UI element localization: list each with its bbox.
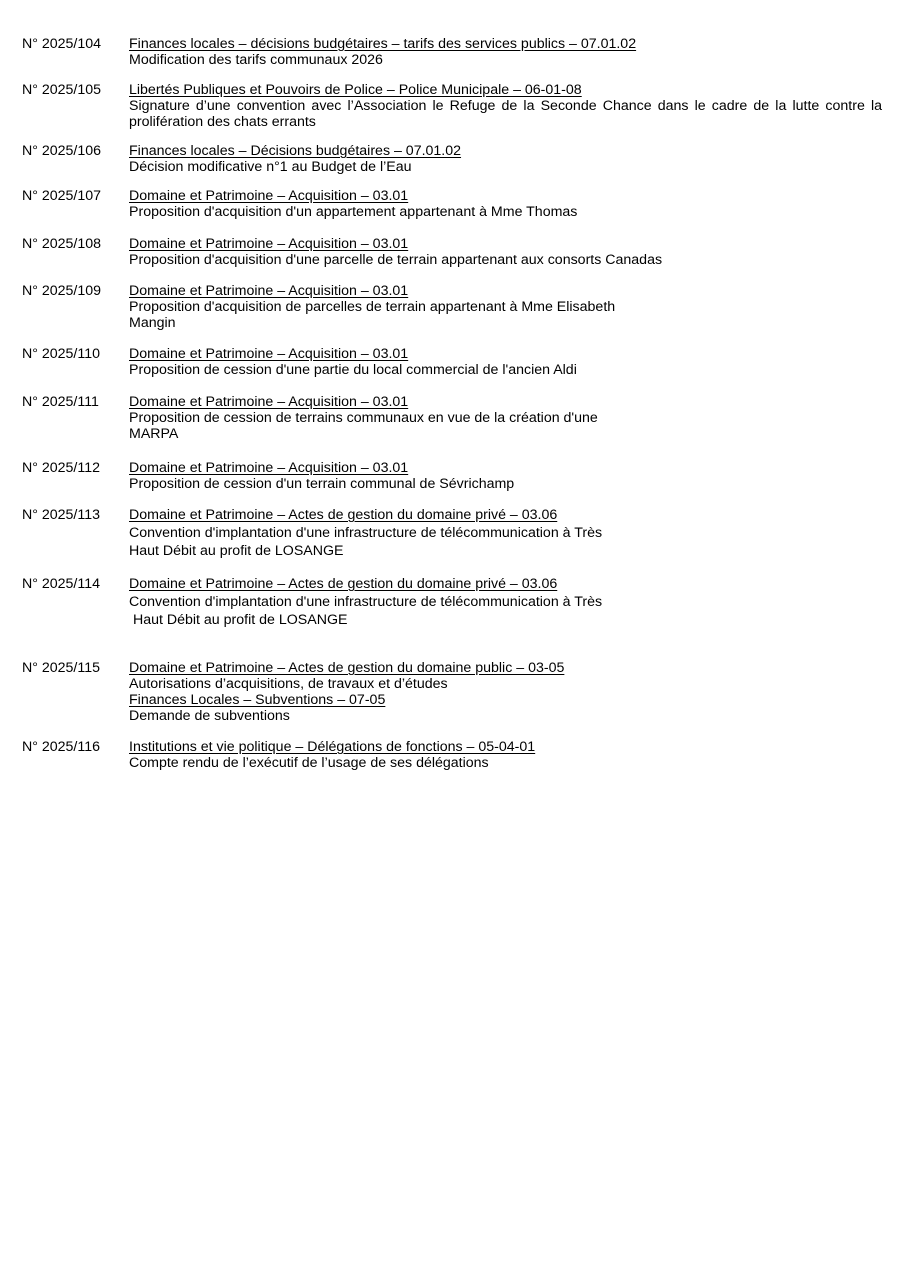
decision-body (129, 660, 882, 724)
decision-number: N° 2025/115 (22, 660, 100, 676)
decision-number: N° 2025/109 (22, 283, 102, 299)
decision-title-line: Convention d'implantation d'une infrastructure de télécommunication à Très (129, 525, 603, 541)
decision-number: N° 2025/106 (22, 143, 102, 159)
decision-category: Domaine et Patrimoine – Acquisition – 03.01 (129, 283, 409, 299)
decision-title-line: Haut Débit au profit de LOSANGE (129, 612, 348, 628)
decision-title: Proposition d'acquisition d'un appartement appartenant à Mme Thomas (129, 204, 578, 220)
decision-title-line: MARPA (129, 426, 179, 442)
decision-body (129, 236, 882, 268)
decision-title-line: Haut Débit au profit de LOSANGE (129, 543, 344, 559)
decision-number: N° 2025/105 (22, 82, 102, 98)
decision-title: Proposition d'acquisition d'une parcelle de terrain appartenant aux consorts Canadas (129, 252, 663, 268)
decision-body (129, 283, 882, 331)
decision-body (129, 739, 882, 771)
decision-number: N° 2025/104 (22, 36, 102, 52)
decision-category: Finances locales – décisions budgétaires – tarifs des services publics – 07.01.02 (129, 36, 637, 52)
decision-category-secondary: Finances Locales – Subventions – 07-05 (129, 692, 386, 708)
decision-body (129, 507, 882, 559)
decision-category: Domaine et Patrimoine – Acquisition – 03.01 (129, 394, 409, 410)
decision-category: Domaine et Patrimoine – Actes de gestion du domaine privé – 03.06 (129, 576, 558, 592)
decision-number: N° 2025/107 (22, 188, 102, 204)
decision-body (129, 82, 882, 130)
decision-title: Autorisations d’acquisitions, de travaux et d’études (129, 676, 448, 692)
decision-body (129, 346, 882, 378)
decision-title: Proposition de cession d'un terrain communal de Sévrichamp (129, 476, 515, 492)
decision-title: Décision modificative n°1 au Budget de l’Eau (129, 159, 412, 175)
decision-number: N° 2025/111 (22, 394, 99, 410)
decision-title: Modification des tarifs communaux 2026 (129, 52, 383, 68)
decision-category: Institutions et vie politique – Délégations de fonctions – 05-04-01 (129, 739, 536, 755)
decision-body (129, 36, 882, 68)
decision-title-line: Mangin (129, 315, 176, 331)
decision-body (129, 394, 882, 442)
decision-body (129, 188, 882, 220)
decision-category: Domaine et Patrimoine – Acquisition – 03.01 (129, 346, 409, 362)
decision-title-secondary: Demande de subventions (129, 708, 290, 724)
decision-category: Libertés Publiques et Pouvoirs de Police – Police Municipale – 06-01-08 (129, 82, 582, 98)
decision-category: Domaine et Patrimoine – Acquisition – 03.01 (129, 236, 409, 252)
decision-category: Domaine et Patrimoine – Acquisition – 03.01 (129, 188, 409, 204)
decision-body (129, 460, 882, 492)
decision-category: Domaine et Patrimoine – Actes de gestion du domaine privé – 03.06 (129, 507, 558, 523)
decision-number: N° 2025/110 (22, 346, 100, 362)
decision-body (129, 143, 882, 175)
decision-number: N° 2025/113 (22, 507, 100, 523)
decision-title-line: Proposition de cession de terrains communaux en vue de la création d'une (129, 410, 598, 426)
decision-title: Proposition de cession d'une partie du local commercial de l'ancien Aldi (129, 362, 577, 378)
decision-number: N° 2025/116 (22, 739, 100, 755)
decision-category: Domaine et Patrimoine – Actes de gestion du domaine public – 03-05 (129, 660, 565, 676)
decision-title: Compte rendu de l’exécutif de l’usage de ses délégations (129, 755, 489, 771)
decision-number: N° 2025/112 (22, 460, 100, 476)
decision-number: N° 2025/114 (22, 576, 100, 592)
decision-body (129, 576, 882, 628)
decision-title: Signature d’une convention avec l’Association le Refuge de la Seconde Chance dans le cadre de la lutte contre la prolifération des chats errants (129, 98, 882, 130)
decision-number: N° 2025/108 (22, 236, 102, 252)
decision-title-line: Proposition d'acquisition de parcelles de terrain appartenant à Mme Elisabeth (129, 299, 616, 315)
decision-category: Domaine et Patrimoine – Acquisition – 03.01 (129, 460, 409, 476)
decision-title-line: Convention d'implantation d'une infrastructure de télécommunication à Très (129, 594, 603, 610)
decision-category: Finances locales – Décisions budgétaires – 07.01.02 (129, 143, 462, 159)
